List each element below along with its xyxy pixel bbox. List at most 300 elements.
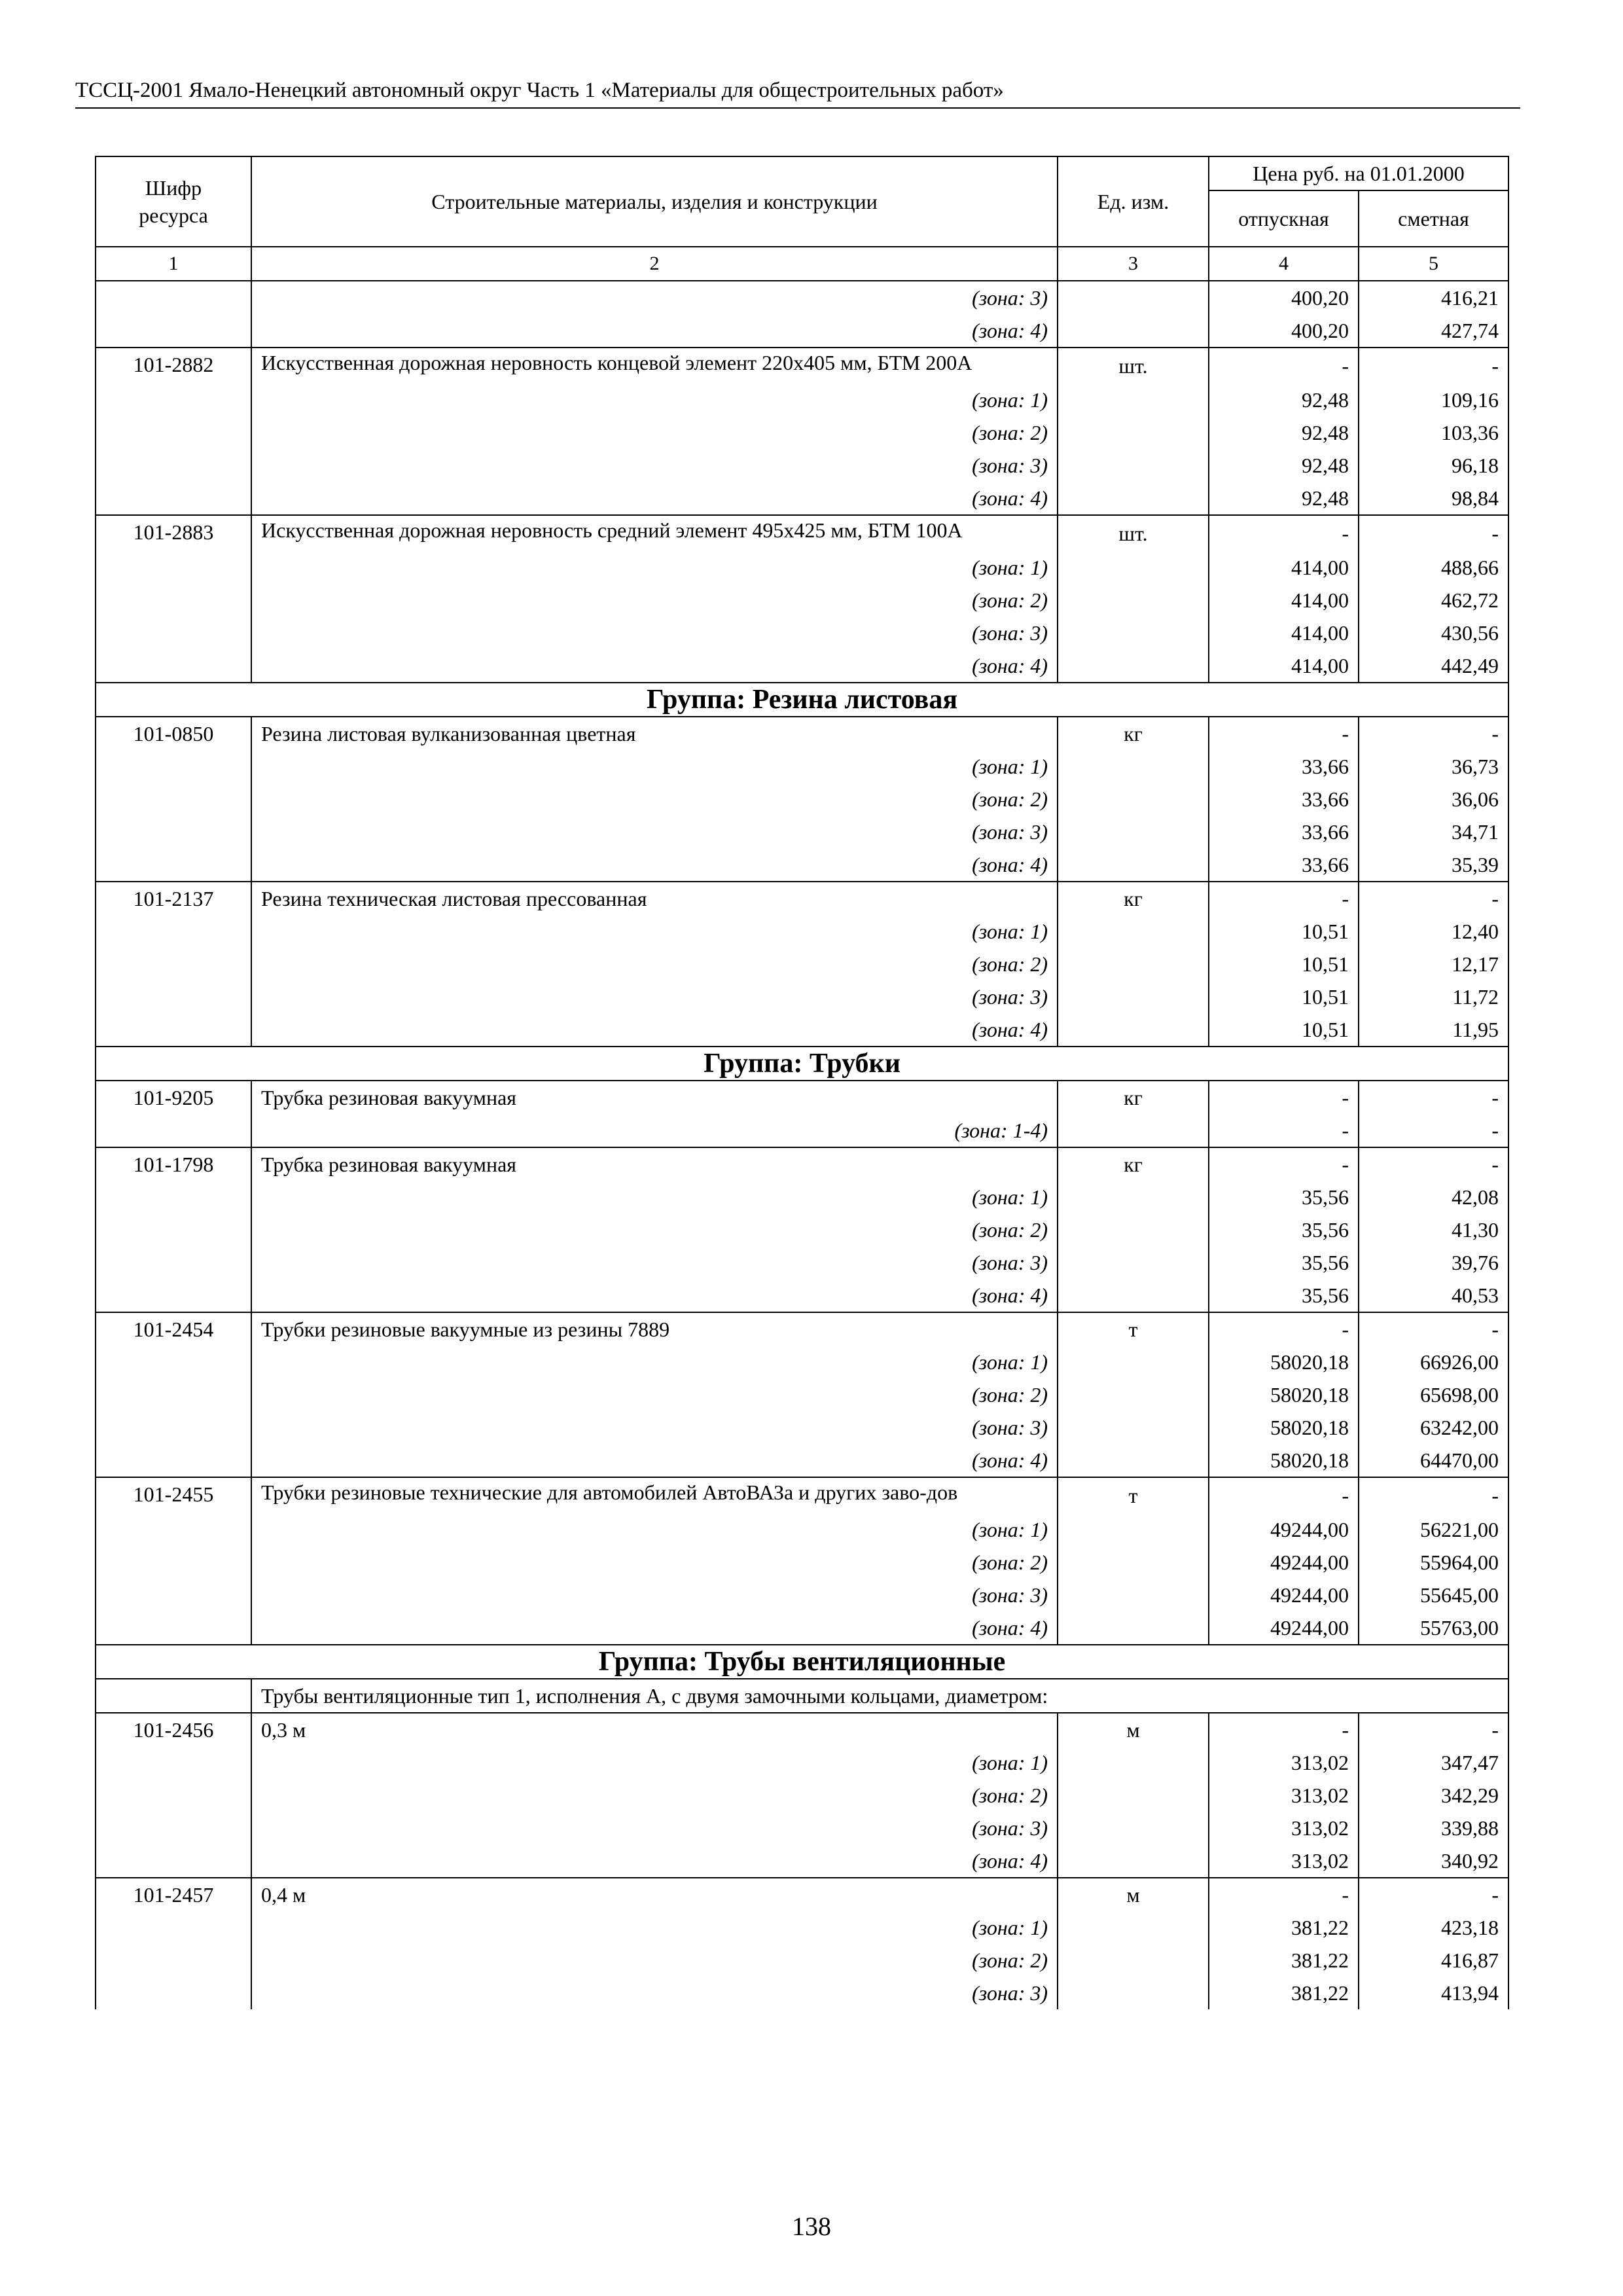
material-name: Искусственная дорожная неровность концевой элемент 220х405 мм, БТМ 200А xyxy=(251,348,1058,384)
zone-row xyxy=(96,1513,1508,1546)
release-price: 313,02 xyxy=(1209,1779,1359,1812)
resource-code xyxy=(96,384,251,416)
estimate-price: - xyxy=(1359,1878,1508,1911)
release-price: 313,02 xyxy=(1209,1746,1359,1779)
resource-code xyxy=(96,783,251,816)
release-price: 10,51 xyxy=(1209,980,1359,1013)
group-header-row xyxy=(96,683,1508,717)
release-price: 35,56 xyxy=(1209,1246,1359,1279)
estimate-price: - xyxy=(1359,348,1508,384)
unit xyxy=(1058,1246,1209,1279)
zone-row xyxy=(96,1844,1508,1878)
estimate-price: 98,84 xyxy=(1359,482,1508,515)
zone-label: (зона: 2) xyxy=(251,584,1058,617)
zone-row xyxy=(96,1246,1508,1279)
zone-label: (зона: 3) xyxy=(251,1977,1058,2009)
zone-label: (зона: 4) xyxy=(251,1444,1058,1477)
table-row xyxy=(96,515,1508,551)
unit xyxy=(1058,384,1209,416)
estimate-price: 342,29 xyxy=(1359,1779,1508,1812)
release-price: 92,48 xyxy=(1209,384,1359,416)
release-price: 381,22 xyxy=(1209,1944,1359,1977)
resource-code: 101-2455 xyxy=(96,1477,251,1513)
zone-label: (зона: 3) xyxy=(251,1411,1058,1444)
release-price: - xyxy=(1209,1312,1359,1346)
unit xyxy=(1058,948,1209,980)
column-number: 2 xyxy=(251,247,1058,281)
zone-label: (зона: 2) xyxy=(251,1378,1058,1411)
zone-label: (зона: 1) xyxy=(251,1911,1058,1944)
unit xyxy=(1058,449,1209,482)
material-name: Резина техническая листовая прессованная xyxy=(251,882,1058,915)
table-row xyxy=(96,1312,1508,1346)
resource-code: 101-2456 xyxy=(96,1713,251,1746)
release-price: - xyxy=(1209,1081,1359,1114)
column-header-code: Шифр ресурса xyxy=(96,156,251,247)
resource-code xyxy=(96,314,251,348)
zone-label: (зона: 3) xyxy=(251,449,1058,482)
unit: м xyxy=(1058,1713,1209,1746)
resource-code xyxy=(96,915,251,948)
estimate-price: 65698,00 xyxy=(1359,1378,1508,1411)
resource-code xyxy=(96,1944,251,1977)
unit xyxy=(1058,649,1209,683)
column-header-unit: Ед. изм. xyxy=(1058,156,1209,247)
resource-code xyxy=(96,1346,251,1378)
estimate-price: 40,53 xyxy=(1359,1279,1508,1312)
release-price: 414,00 xyxy=(1209,617,1359,649)
release-price: 35,56 xyxy=(1209,1279,1359,1312)
unit: шт. xyxy=(1058,348,1209,384)
unit: кг xyxy=(1058,882,1209,915)
release-price: - xyxy=(1209,515,1359,551)
unit xyxy=(1058,915,1209,948)
unit xyxy=(1058,482,1209,515)
unit xyxy=(1058,1013,1209,1047)
resource-code xyxy=(96,1611,251,1645)
unit: т xyxy=(1058,1312,1209,1346)
column-number: 5 xyxy=(1359,247,1508,281)
unit xyxy=(1058,1114,1209,1147)
resource-code: 101-2137 xyxy=(96,882,251,915)
estimate-price: - xyxy=(1359,882,1508,915)
material-name: Трубка резиновая вакуумная xyxy=(251,1081,1058,1114)
resource-code xyxy=(96,1746,251,1779)
estimate-price: 423,18 xyxy=(1359,1911,1508,1944)
estimate-price: 34,71 xyxy=(1359,816,1508,848)
release-price: 33,66 xyxy=(1209,848,1359,882)
group-title: Группа: Трубки xyxy=(96,1047,1508,1081)
unit xyxy=(1058,1579,1209,1611)
resource-code xyxy=(96,1013,251,1047)
unit xyxy=(1058,1279,1209,1312)
zone-label: (зона: 2) xyxy=(251,783,1058,816)
table-row xyxy=(96,1477,1508,1513)
zone-label: (зона: 1-4) xyxy=(251,1114,1058,1147)
estimate-price: 339,88 xyxy=(1359,1812,1508,1844)
release-price: 10,51 xyxy=(1209,1013,1359,1047)
zone-row xyxy=(96,1213,1508,1246)
zone-label: (зона: 4) xyxy=(251,1013,1058,1047)
table-row xyxy=(96,1878,1508,1911)
material-name: 0,3 м xyxy=(251,1713,1058,1746)
release-price: 381,22 xyxy=(1209,1911,1359,1944)
estimate-price: 63242,00 xyxy=(1359,1411,1508,1444)
subgroup-title: Трубы вентиляционные тип 1, исполнения А, с двумя замочными кольцами, диаметром: xyxy=(251,1679,1508,1713)
zone-label: (зона: 3) xyxy=(251,980,1058,1013)
table-row xyxy=(96,882,1508,915)
unit: т xyxy=(1058,1477,1209,1513)
material-name: Искусственная дорожная неровность средний элемент 495х425 мм, БТМ 100А xyxy=(251,515,1058,551)
release-price: 414,00 xyxy=(1209,551,1359,584)
zone-row xyxy=(96,416,1508,449)
unit xyxy=(1058,1844,1209,1878)
unit xyxy=(1058,551,1209,584)
zone-row xyxy=(96,1114,1508,1147)
estimate-price: 41,30 xyxy=(1359,1213,1508,1246)
zone-label: (зона: 4) xyxy=(251,848,1058,882)
estimate-price: 427,74 xyxy=(1359,314,1508,348)
materials-price-table xyxy=(95,156,1509,2009)
group-title: Группа: Резина листовая xyxy=(96,683,1508,717)
release-price: - xyxy=(1209,1147,1359,1181)
zone-row xyxy=(96,1013,1508,1047)
estimate-price: - xyxy=(1359,515,1508,551)
zone-row xyxy=(96,1411,1508,1444)
unit xyxy=(1058,1611,1209,1645)
resource-code xyxy=(96,1546,251,1579)
resource-code xyxy=(96,980,251,1013)
material-name: Трубки резиновые вакуумные из резины 7889 xyxy=(251,1312,1058,1346)
zone-label: (зона: 4) xyxy=(251,482,1058,515)
zone-label: (зона: 1) xyxy=(251,1746,1058,1779)
estimate-price: 11,72 xyxy=(1359,980,1508,1013)
zone-label: (зона: 3) xyxy=(251,617,1058,649)
unit xyxy=(1058,314,1209,348)
estimate-price: 12,40 xyxy=(1359,915,1508,948)
table-row xyxy=(96,1081,1508,1114)
zone-row xyxy=(96,1977,1508,2009)
resource-code: 101-1798 xyxy=(96,1147,251,1181)
zone-label: (зона: 2) xyxy=(251,1944,1058,1977)
release-price: 414,00 xyxy=(1209,584,1359,617)
material-name: 0,4 м xyxy=(251,1878,1058,1911)
estimate-price: 347,47 xyxy=(1359,1746,1508,1779)
estimate-price: 66926,00 xyxy=(1359,1346,1508,1378)
resource-code xyxy=(96,1444,251,1477)
unit xyxy=(1058,617,1209,649)
resource-code xyxy=(96,1246,251,1279)
column-header-estimate-price: сметная xyxy=(1359,190,1508,247)
zone-row xyxy=(96,551,1508,584)
zone-row xyxy=(96,848,1508,882)
table-row xyxy=(96,1713,1508,1746)
release-price: 92,48 xyxy=(1209,482,1359,515)
estimate-price: 488,66 xyxy=(1359,551,1508,584)
subgroup-header-row xyxy=(96,1679,1508,1713)
resource-code xyxy=(96,649,251,683)
estimate-price: 39,76 xyxy=(1359,1246,1508,1279)
unit: м xyxy=(1058,1878,1209,1911)
zone-label: (зона: 3) xyxy=(251,1812,1058,1844)
material-name: Трубки резиновые технические для автомобилей АвтоВАЗа и других заво-дов xyxy=(251,1477,1058,1513)
zone-label: (зона: 3) xyxy=(251,1579,1058,1611)
material-name: Трубка резиновая вакуумная xyxy=(251,1147,1058,1181)
release-price: - xyxy=(1209,1878,1359,1911)
zone-label: (зона: 1) xyxy=(251,1346,1058,1378)
zone-label: (зона: 1) xyxy=(251,1181,1058,1213)
estimate-price: - xyxy=(1359,1147,1508,1181)
resource-code xyxy=(96,1378,251,1411)
release-price: - xyxy=(1209,717,1359,750)
release-price: 35,56 xyxy=(1209,1213,1359,1246)
unit: шт. xyxy=(1058,515,1209,551)
zone-row xyxy=(96,948,1508,980)
estimate-price: 35,39 xyxy=(1359,848,1508,882)
resource-code: 101-2454 xyxy=(96,1312,251,1346)
table-row xyxy=(96,717,1508,750)
resource-code xyxy=(96,617,251,649)
release-price: 49244,00 xyxy=(1209,1579,1359,1611)
resource-code xyxy=(96,1513,251,1546)
zone-row xyxy=(96,1746,1508,1779)
zone-label: (зона: 4) xyxy=(251,314,1058,348)
unit: кг xyxy=(1058,1147,1209,1181)
unit xyxy=(1058,1444,1209,1477)
column-number: 3 xyxy=(1058,247,1209,281)
zone-row xyxy=(96,1346,1508,1378)
release-price: - xyxy=(1209,882,1359,915)
zone-label: (зона: 3) xyxy=(251,816,1058,848)
resource-code: 101-9205 xyxy=(96,1081,251,1114)
table-row xyxy=(96,1147,1508,1181)
release-price: - xyxy=(1209,348,1359,384)
table-row xyxy=(96,348,1508,384)
resource-code xyxy=(96,1779,251,1812)
estimate-price: 413,94 xyxy=(1359,1977,1508,2009)
group-header-row xyxy=(96,1645,1508,1679)
zone-label: (зона: 2) xyxy=(251,948,1058,980)
zone-row xyxy=(96,1546,1508,1579)
release-price: 10,51 xyxy=(1209,948,1359,980)
resource-code xyxy=(96,1213,251,1246)
release-price: 313,02 xyxy=(1209,1844,1359,1878)
resource-code xyxy=(96,1812,251,1844)
release-price: - xyxy=(1209,1114,1359,1147)
zone-row xyxy=(96,1378,1508,1411)
zone-row xyxy=(96,314,1508,348)
zone-label: (зона: 1) xyxy=(251,1513,1058,1546)
zone-label: (зона: 3) xyxy=(251,1246,1058,1279)
unit xyxy=(1058,1746,1209,1779)
release-price: 49244,00 xyxy=(1209,1546,1359,1579)
resource-code xyxy=(96,816,251,848)
unit xyxy=(1058,1213,1209,1246)
zone-label: (зона: 2) xyxy=(251,416,1058,449)
unit xyxy=(1058,783,1209,816)
zone-row xyxy=(96,980,1508,1013)
resource-code: 101-2457 xyxy=(96,1878,251,1911)
estimate-price: 42,08 xyxy=(1359,1181,1508,1213)
zone-row xyxy=(96,1812,1508,1844)
release-price: 58020,18 xyxy=(1209,1378,1359,1411)
zone-label: (зона: 1) xyxy=(251,915,1058,948)
zone-label: (зона: 1) xyxy=(251,551,1058,584)
release-price: 35,56 xyxy=(1209,1181,1359,1213)
zone-row xyxy=(96,1579,1508,1611)
zone-row xyxy=(96,1279,1508,1312)
zone-label: (зона: 1) xyxy=(251,750,1058,783)
release-price: 92,48 xyxy=(1209,449,1359,482)
release-price: - xyxy=(1209,1713,1359,1746)
estimate-price: 11,95 xyxy=(1359,1013,1508,1047)
zone-row xyxy=(96,1779,1508,1812)
unit xyxy=(1058,1513,1209,1546)
release-price: 400,20 xyxy=(1209,281,1359,314)
resource-code xyxy=(96,1411,251,1444)
estimate-price: 462,72 xyxy=(1359,584,1508,617)
zone-row xyxy=(96,482,1508,515)
unit xyxy=(1058,1346,1209,1378)
zone-label: (зона: 4) xyxy=(251,1844,1058,1878)
resource-code xyxy=(96,1911,251,1944)
estimate-price: 340,92 xyxy=(1359,1844,1508,1878)
estimate-price: - xyxy=(1359,1114,1508,1147)
resource-code xyxy=(96,482,251,515)
unit xyxy=(1058,281,1209,314)
unit xyxy=(1058,750,1209,783)
resource-code xyxy=(96,584,251,617)
estimate-price: 416,21 xyxy=(1359,281,1508,314)
zone-row xyxy=(96,1181,1508,1213)
estimate-price: 109,16 xyxy=(1359,384,1508,416)
resource-code xyxy=(96,1181,251,1213)
zone-row xyxy=(96,915,1508,948)
release-price: 400,20 xyxy=(1209,314,1359,348)
resource-code: 101-2883 xyxy=(96,515,251,551)
release-price: 10,51 xyxy=(1209,915,1359,948)
release-price: 49244,00 xyxy=(1209,1611,1359,1645)
unit xyxy=(1058,980,1209,1013)
resource-code xyxy=(96,551,251,584)
release-price: 33,66 xyxy=(1209,816,1359,848)
resource-code xyxy=(96,416,251,449)
resource-code: 101-0850 xyxy=(96,717,251,750)
zone-label: (зона: 4) xyxy=(251,1611,1058,1645)
zone-row xyxy=(96,449,1508,482)
estimate-price: 55964,00 xyxy=(1359,1546,1508,1579)
zone-row xyxy=(96,1444,1508,1477)
estimate-price: 430,56 xyxy=(1359,617,1508,649)
table-body xyxy=(96,281,1508,2009)
unit xyxy=(1058,1378,1209,1411)
page-number: 138 xyxy=(792,2212,831,2241)
unit xyxy=(1058,416,1209,449)
resource-code xyxy=(96,948,251,980)
unit xyxy=(1058,1911,1209,1944)
zone-label: (зона: 2) xyxy=(251,1213,1058,1246)
release-price: 92,48 xyxy=(1209,416,1359,449)
estimate-price: 103,36 xyxy=(1359,416,1508,449)
resource-code xyxy=(96,848,251,882)
column-header-release-price: отпускная xyxy=(1209,190,1359,247)
zone-row xyxy=(96,649,1508,683)
zone-row xyxy=(96,384,1508,416)
unit xyxy=(1058,1977,1209,2009)
zone-row xyxy=(96,281,1508,314)
estimate-price: - xyxy=(1359,1081,1508,1114)
estimate-price: - xyxy=(1359,1312,1508,1346)
zone-row xyxy=(96,1911,1508,1944)
column-number: 1 xyxy=(96,247,251,281)
release-price: 33,66 xyxy=(1209,783,1359,816)
release-price: 58020,18 xyxy=(1209,1444,1359,1477)
resource-code xyxy=(96,1977,251,2009)
resource-code xyxy=(96,281,251,314)
release-price: 414,00 xyxy=(1209,649,1359,683)
resource-code xyxy=(96,1844,251,1878)
unit xyxy=(1058,1812,1209,1844)
resource-code xyxy=(96,449,251,482)
material-name: Резина листовая вулканизованная цветная xyxy=(251,717,1058,750)
zone-label: (зона: 1) xyxy=(251,384,1058,416)
release-price: 33,66 xyxy=(1209,750,1359,783)
zone-row xyxy=(96,750,1508,783)
zone-label: (зона: 2) xyxy=(251,1779,1058,1812)
column-header-name: Строительные материалы, изделия и конструкции xyxy=(251,156,1058,247)
release-price: - xyxy=(1209,1477,1359,1513)
zone-row xyxy=(96,1611,1508,1645)
zone-label: (зона: 4) xyxy=(251,649,1058,683)
release-price: 49244,00 xyxy=(1209,1513,1359,1546)
unit xyxy=(1058,1779,1209,1812)
resource-code: 101-2882 xyxy=(96,348,251,384)
estimate-price: 416,87 xyxy=(1359,1944,1508,1977)
estimate-price: - xyxy=(1359,1713,1508,1746)
running-header: ТССЦ-2001 Ямало-Ненецкий автономный округ Часть 1 «Материалы для общестроительных работ» xyxy=(75,73,1520,109)
resource-code xyxy=(96,1679,251,1713)
unit xyxy=(1058,848,1209,882)
unit xyxy=(1058,816,1209,848)
zone-row xyxy=(96,783,1508,816)
resource-code xyxy=(96,1114,251,1147)
group-title: Группа: Трубы вентиляционные xyxy=(96,1645,1508,1679)
estimate-price: 36,06 xyxy=(1359,783,1508,816)
resource-code xyxy=(96,1579,251,1611)
release-price: 313,02 xyxy=(1209,1812,1359,1844)
zone-label: (зона: 3) xyxy=(251,281,1058,314)
zone-label: (зона: 2) xyxy=(251,1546,1058,1579)
estimate-price: 55763,00 xyxy=(1359,1611,1508,1645)
estimate-price: 55645,00 xyxy=(1359,1579,1508,1611)
estimate-price: 96,18 xyxy=(1359,449,1508,482)
estimate-price: - xyxy=(1359,1477,1508,1513)
unit xyxy=(1058,1546,1209,1579)
unit xyxy=(1058,584,1209,617)
group-header-row xyxy=(96,1047,1508,1081)
estimate-price: 56221,00 xyxy=(1359,1513,1508,1546)
zone-row xyxy=(96,816,1508,848)
table-header-row xyxy=(96,156,1508,190)
estimate-price: - xyxy=(1359,717,1508,750)
release-price: 381,22 xyxy=(1209,1977,1359,2009)
zone-row xyxy=(96,584,1508,617)
column-numbers-row xyxy=(96,247,1508,281)
zone-row xyxy=(96,617,1508,649)
column-header-price: Цена руб. на 01.01.2000 xyxy=(1209,156,1508,190)
zone-row xyxy=(96,1944,1508,1977)
unit: кг xyxy=(1058,717,1209,750)
